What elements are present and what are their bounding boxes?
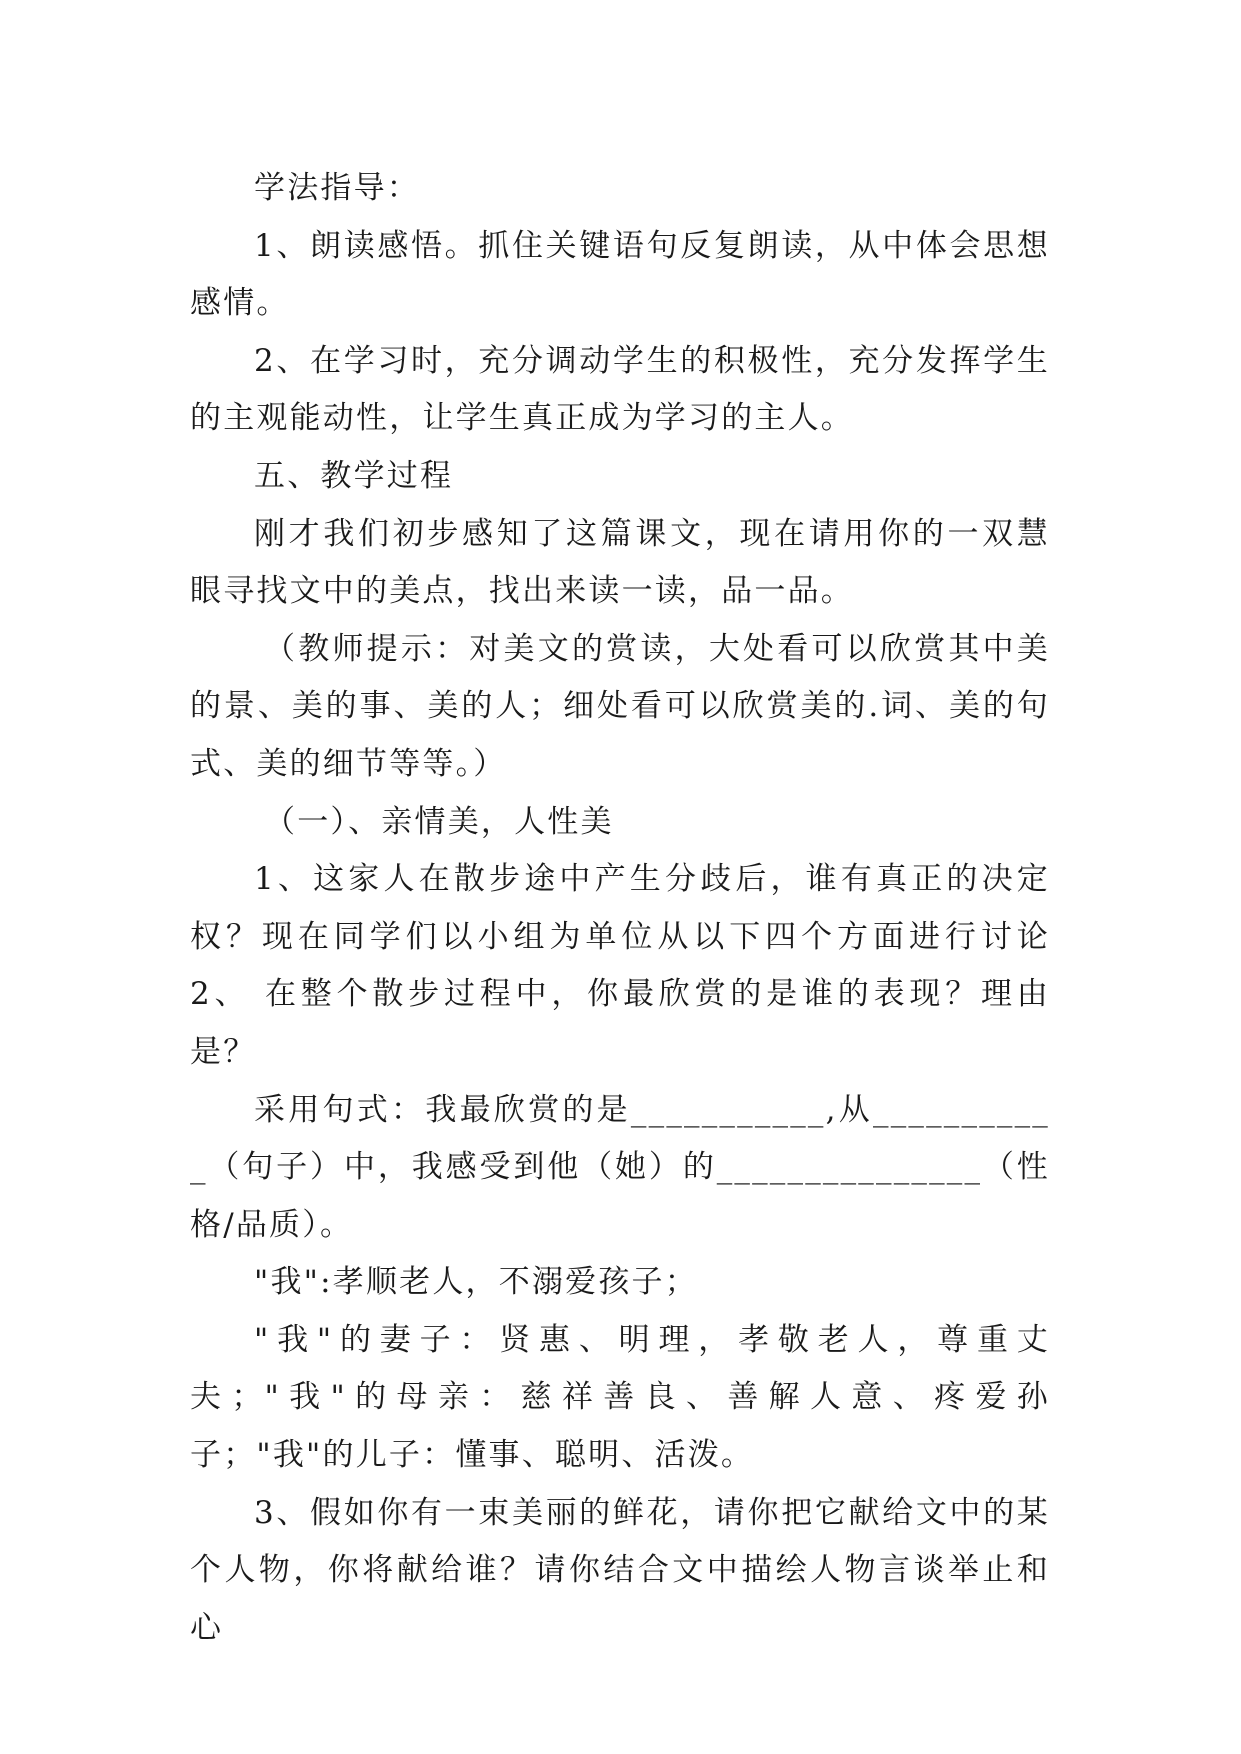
paragraph-guidance-item-1: 1、朗读感悟。抓住关键语句反复朗读，从中体会思想感情。	[190, 227, 1050, 322]
paragraph-question-3: 3、假如你有一束美丽的鲜花，请你把它献给文中的某个人物，你将献给谁？请你结合文中描绘人物言谈举止和心	[190, 1494, 1050, 1646]
paragraph-subsection-heading: （一）、亲情美，人性美	[264, 803, 614, 840]
paragraph-study-guidance-heading: 学法指导：	[254, 170, 420, 206]
paragraph-sentence-pattern: 采用句式：我最欣赏的是___________,从___________（句子）中，我感受到他（她）的_______________（性格/品质）。	[190, 1091, 1050, 1243]
paragraph-teacher-hint: （教师提示：对美文的赏读，大处看可以欣赏其中美的景、美的事、美的人；细处看可以欣赏美的.词、美的句式、美的细节等等。）	[190, 630, 1050, 782]
paragraph-intro: 刚才我们初步感知了这篇课文，现在请用你的一双慧眼寻找文中的美点，找出来读一读，品一品。	[190, 515, 1050, 610]
paragraph-character-me: "我":孝顺老人，不溺爱孩子；	[254, 1264, 698, 1301]
document-body	[190, 160, 1050, 1657]
paragraph-section-heading: 五、教学过程	[254, 457, 454, 494]
paragraph-character-family: "我"的妻子：贤惠、明理，孝敬老人，尊重丈夫；"我"的母亲：慈祥善良、善解人意、疼爱孙子；"我"的儿子：懂事、聪明、活泼。	[190, 1321, 1050, 1474]
paragraph-question-1: 1、这家人在散步途中产生分歧后，谁有真正的决定权？现在同学们以小组为单位从以下四个方面进行讨论 2、 在整个散步过程中，你最欣赏的是谁的表现？理由是？	[190, 861, 1050, 1070]
paragraph-guidance-item-2: 2、在学习时，充分调动学生的积极性，充分发挥学生的主观能动性，让学生真正成为学习的主人。	[190, 342, 1050, 437]
